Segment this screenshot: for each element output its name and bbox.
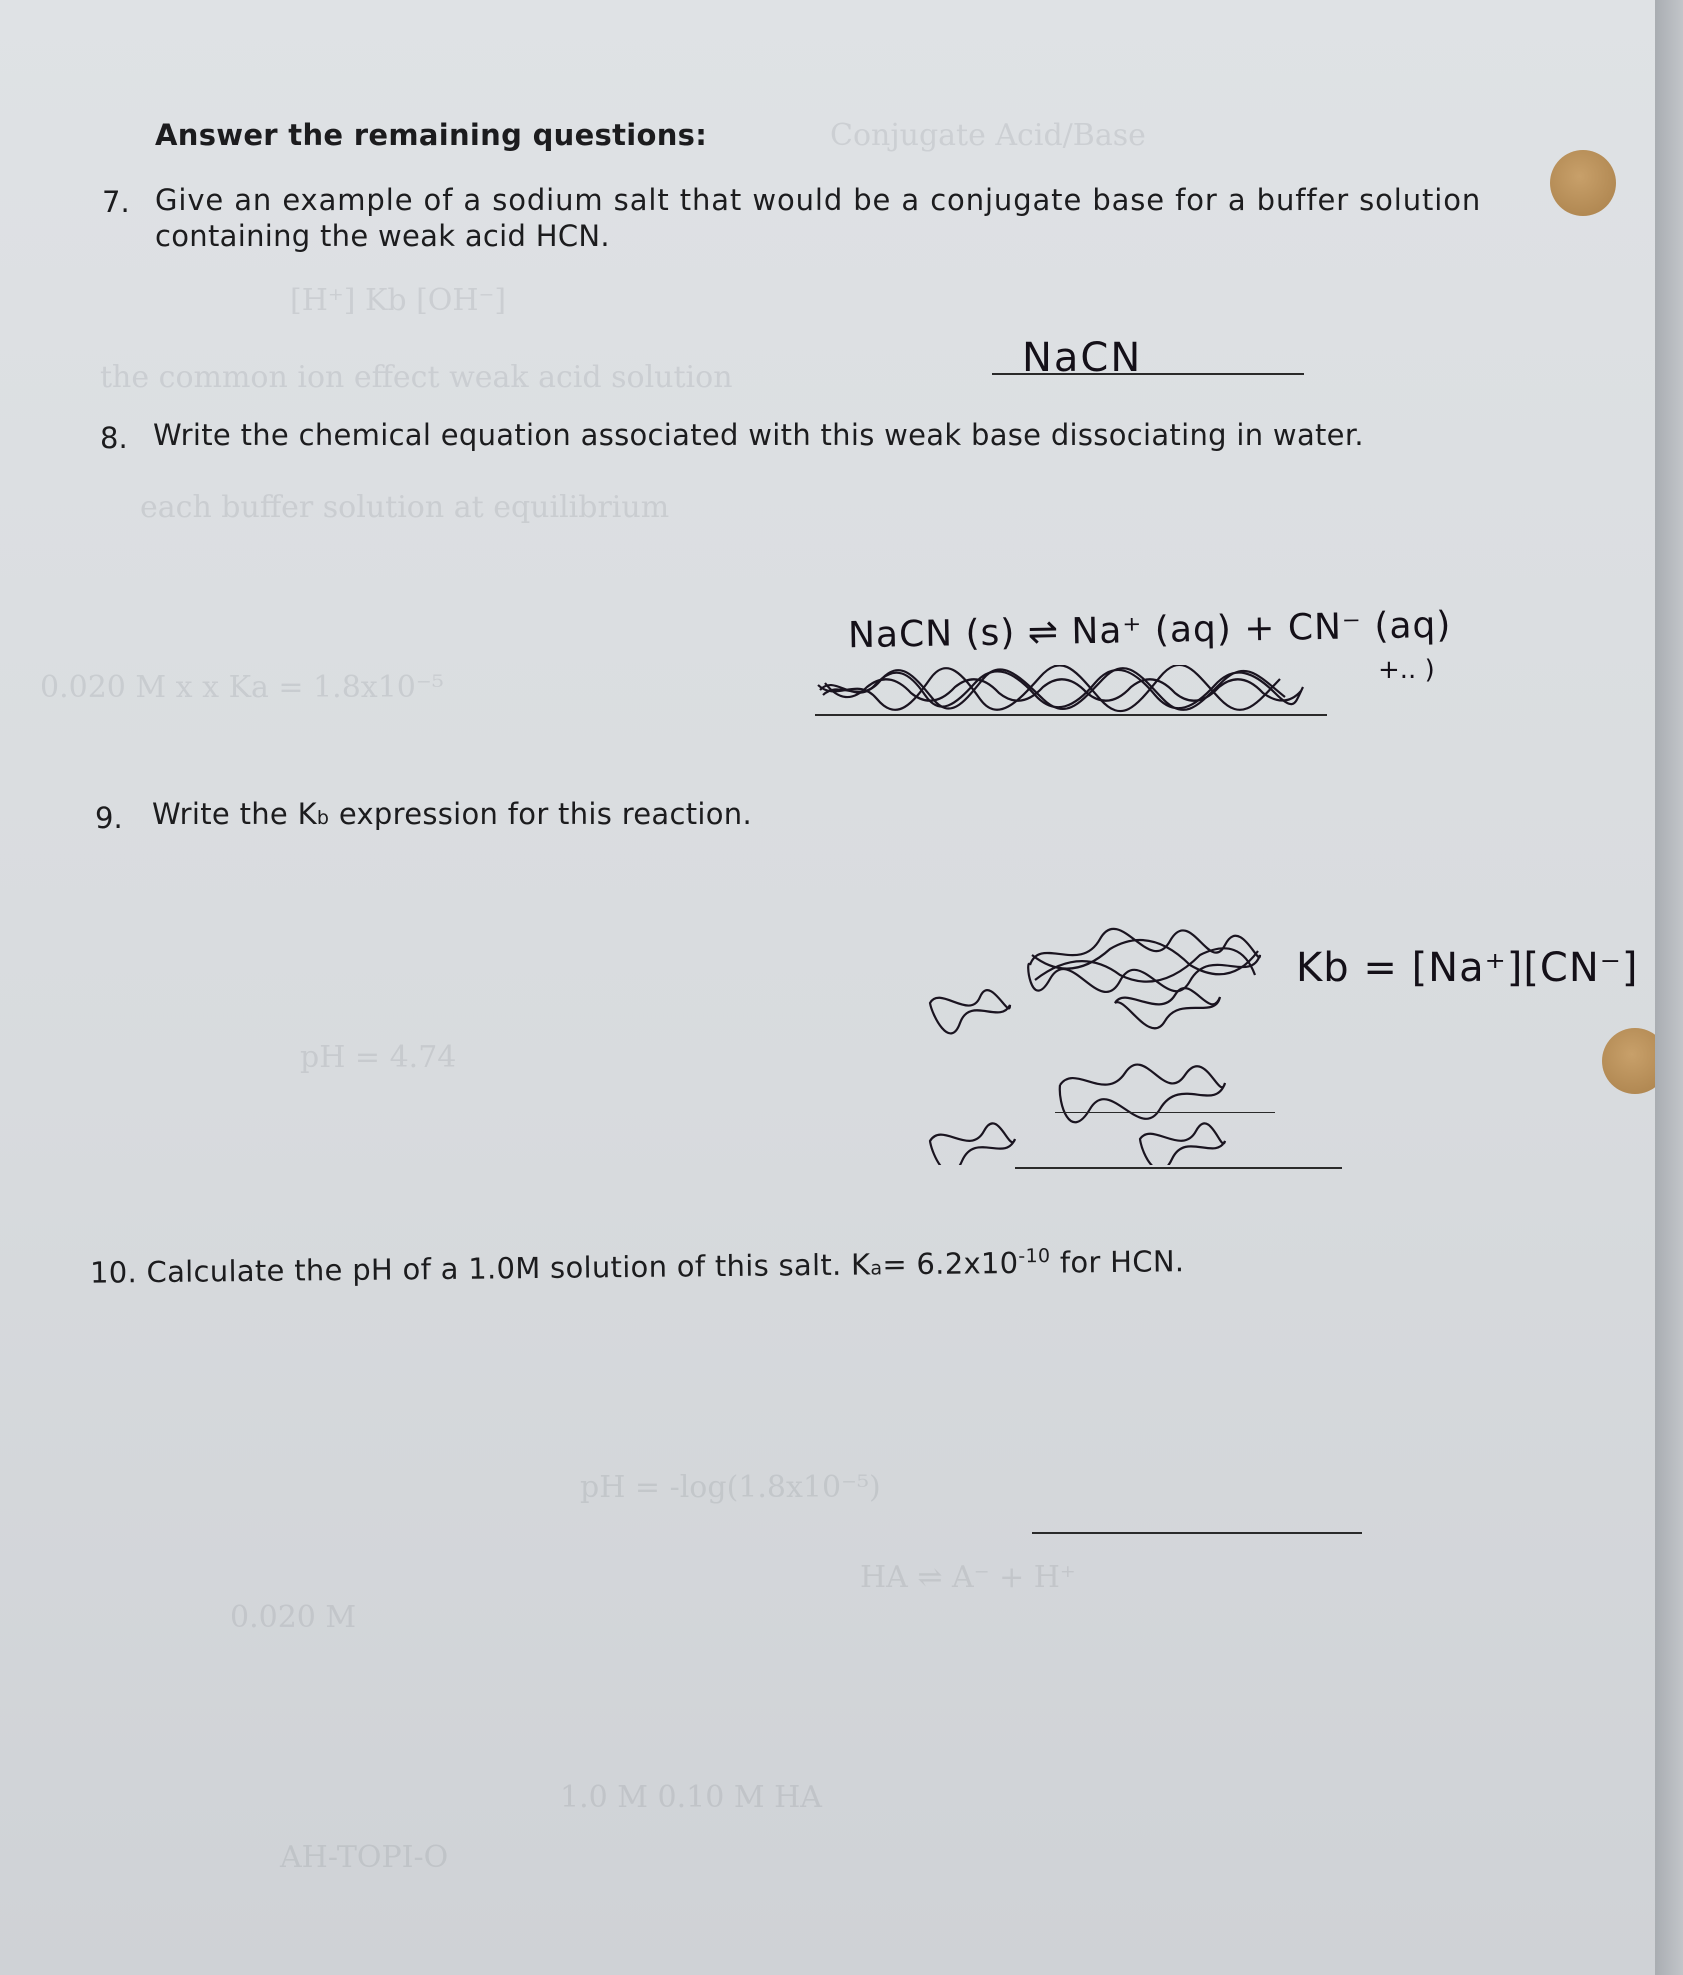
bleed-through-4: each buffer solution at equilibrium <box>140 490 670 525</box>
question-10-line <box>90 1244 1185 1290</box>
question-9-number: 9. <box>95 801 123 835</box>
question-10-exponent: -10 <box>1018 1244 1051 1268</box>
bleed-through-2: [H⁺] Kb [OH⁻] <box>290 283 507 318</box>
question-10-text-part3: for HCN. <box>1050 1244 1185 1280</box>
question-8-scribbled-out-text <box>815 665 1305 715</box>
question-9-subscript: b <box>316 807 330 829</box>
question-9-scribbled-out-work <box>920 925 1275 1165</box>
question-10-text-part1: Calculate the pH of a 1.0M solution of this salt. K <box>146 1247 871 1290</box>
question-7-number: 7. <box>102 185 130 219</box>
bleed-through-6: pH = 4.74 <box>300 1040 457 1075</box>
bleed-through-11: AH-TOPI-O <box>280 1840 449 1875</box>
question-8-text: Write the chemical equation associated with this weak base dissociating in water. <box>153 418 1364 452</box>
question-9-text-part1: Write the K <box>152 797 317 831</box>
bleed-through-1: Conjugate Acid/Base <box>830 118 1146 153</box>
question-7-answer-line <box>992 373 1304 375</box>
binder-hole-top <box>1550 150 1616 216</box>
question-8-answer-fragment: +.. ) <box>1378 655 1435 685</box>
worksheet-heading: Answer the remaining questions: <box>155 118 708 152</box>
question-9-text <box>152 797 752 831</box>
question-10-number: 10. <box>89 1255 138 1290</box>
question-10-answer-line <box>1032 1532 1362 1534</box>
question-10-ka-subscript: a <box>870 1257 883 1280</box>
question-7-text-line2: containing the weak acid HCN. <box>155 219 610 253</box>
question-8-answer: NaCN (s) ⇌ Na⁺ (aq) + CN⁻ (aq) <box>847 604 1452 657</box>
bleed-through-3: the common ion effect weak acid solution <box>100 360 733 395</box>
desk-surface <box>1655 0 1683 1975</box>
question-8-answer-line <box>815 714 1327 716</box>
question-9-fraction-bar <box>1055 1112 1275 1113</box>
bleed-through-10: 1.0 M 0.10 M HA <box>560 1780 822 1815</box>
question-10-text-part2: = 6.2x10 <box>882 1245 1019 1282</box>
bleed-through-9: 0.020 M <box>230 1600 357 1635</box>
question-9-text-part2: expression for this reaction. <box>329 797 752 831</box>
question-7-answer: NaCN <box>1022 335 1143 381</box>
bleed-through-8: HA ⇌ A⁻ + H⁺ <box>860 1560 1076 1595</box>
question-9-answer-line <box>1015 1167 1342 1169</box>
question-7-text-line1: Give an example of a sodium salt that would be a conjugate base for a buffer solution <box>155 183 1482 217</box>
bleed-through-5: 0.020 M x x Ka = 1.8x10⁻⁵ <box>40 670 444 705</box>
question-9-answer: Kb = [Na⁺][CN⁻] <box>1296 945 1639 991</box>
question-8-number: 8. <box>100 421 128 455</box>
bleed-through-7: pH = -log(1.8x10⁻⁵) <box>580 1470 881 1505</box>
